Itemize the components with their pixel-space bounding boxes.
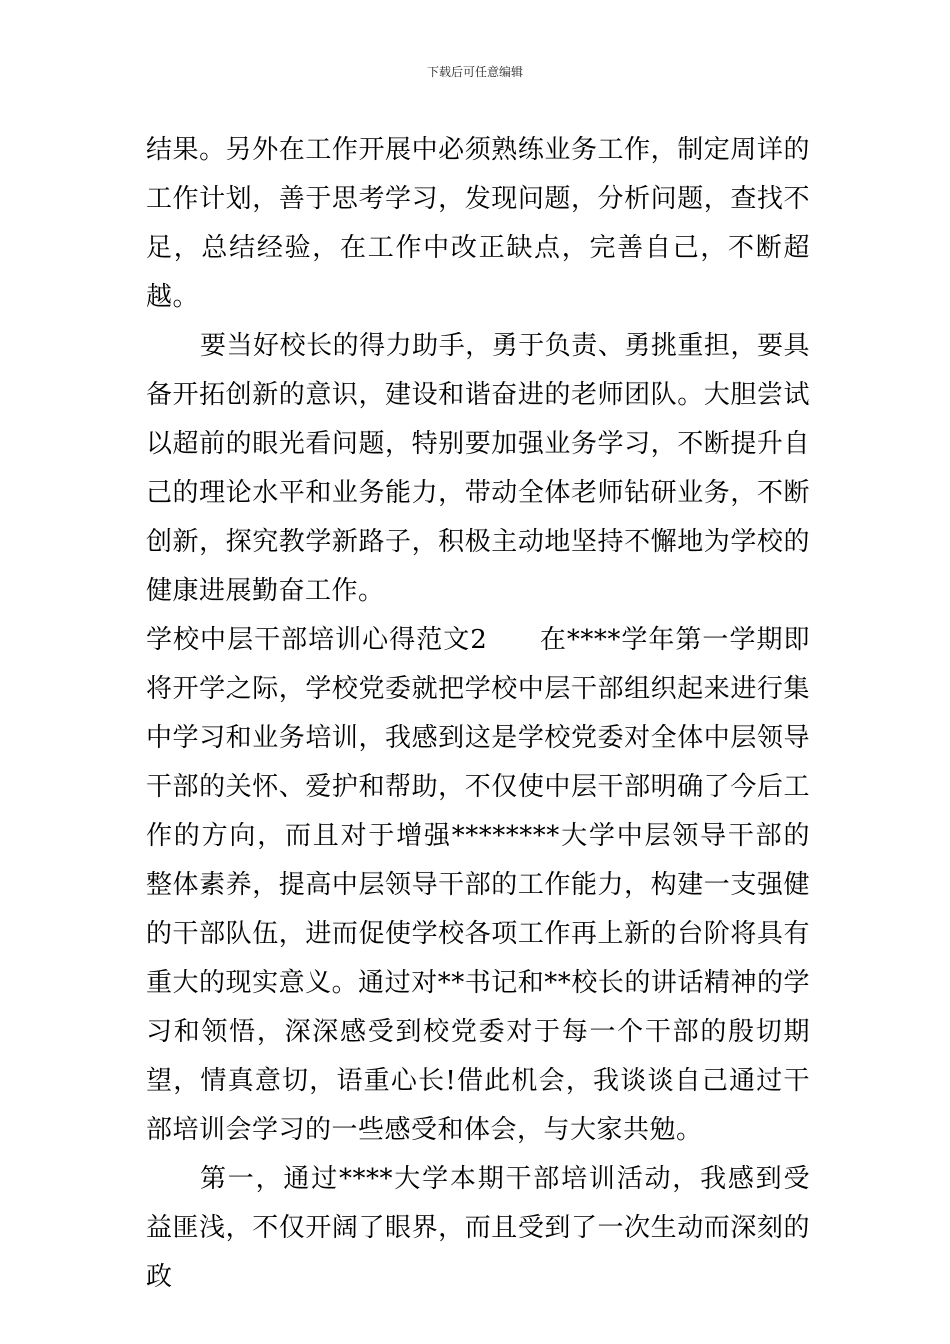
document-body [146,126,810,1302]
paragraph-first-point: 第一，通过****大学本期干部培训活动，我感到受益匪浅，不仅开阔了眼界，而且受到了一次生动而深刻的政 [146,1164,810,1292]
paragraph-assistant-role: 要当好校长的得力助手，勇于负责、勇挑重担，要具备开拓创新的意识，建设和谐奋进的老师团队。大胆尝试以超前的眼光看问题，特别要加强业务学习，不断提升自己的理论水平和业务能力，带动全体老师钻研业务，不断创新，探究教学新路子，积极主动地坚持不懈地为学校的健康进展勤奋工作。 [146,331,810,606]
paragraph-section-2 [146,616,810,1155]
page-header: 下载后可任意编辑 [426,65,523,79]
paragraph-continuation: 结果。另外在工作开展中必须熟练业务工作，制定周详的工作计划，善于思考学习，发现问题，分析问题，查找不足，总结经验，在工作中改正缺点，完善自己，不断超越。 [146,135,810,312]
section-heading: 学校中层干部培训心得范文2 [146,625,488,655]
section-2-body: 在****学年第一学期即将开学之际，学校党委就把学校中层干部组织起来进行集中学习和业务培训，我感到这是学校党委对全体中层领导干部的关怀、爱护和帮助，不仅使中层干部明确了今后工作的方向，而且对于增强********大学中层领导干部的整体素养，提高中层领导干部的工作能力，构建一支强健的干部队伍，进而促使学校各项工作再上新的台阶将具有重大的现实意义。通过对**书记和**校长的讲话精神的学习和领悟，深深感受到校党委对于每一个干部的殷切期望，情真意切，语重心长!借此机会，我谈谈自己通过干部培训会学习的一些感受和体会，与大家共勉。 [146,625,810,1145]
